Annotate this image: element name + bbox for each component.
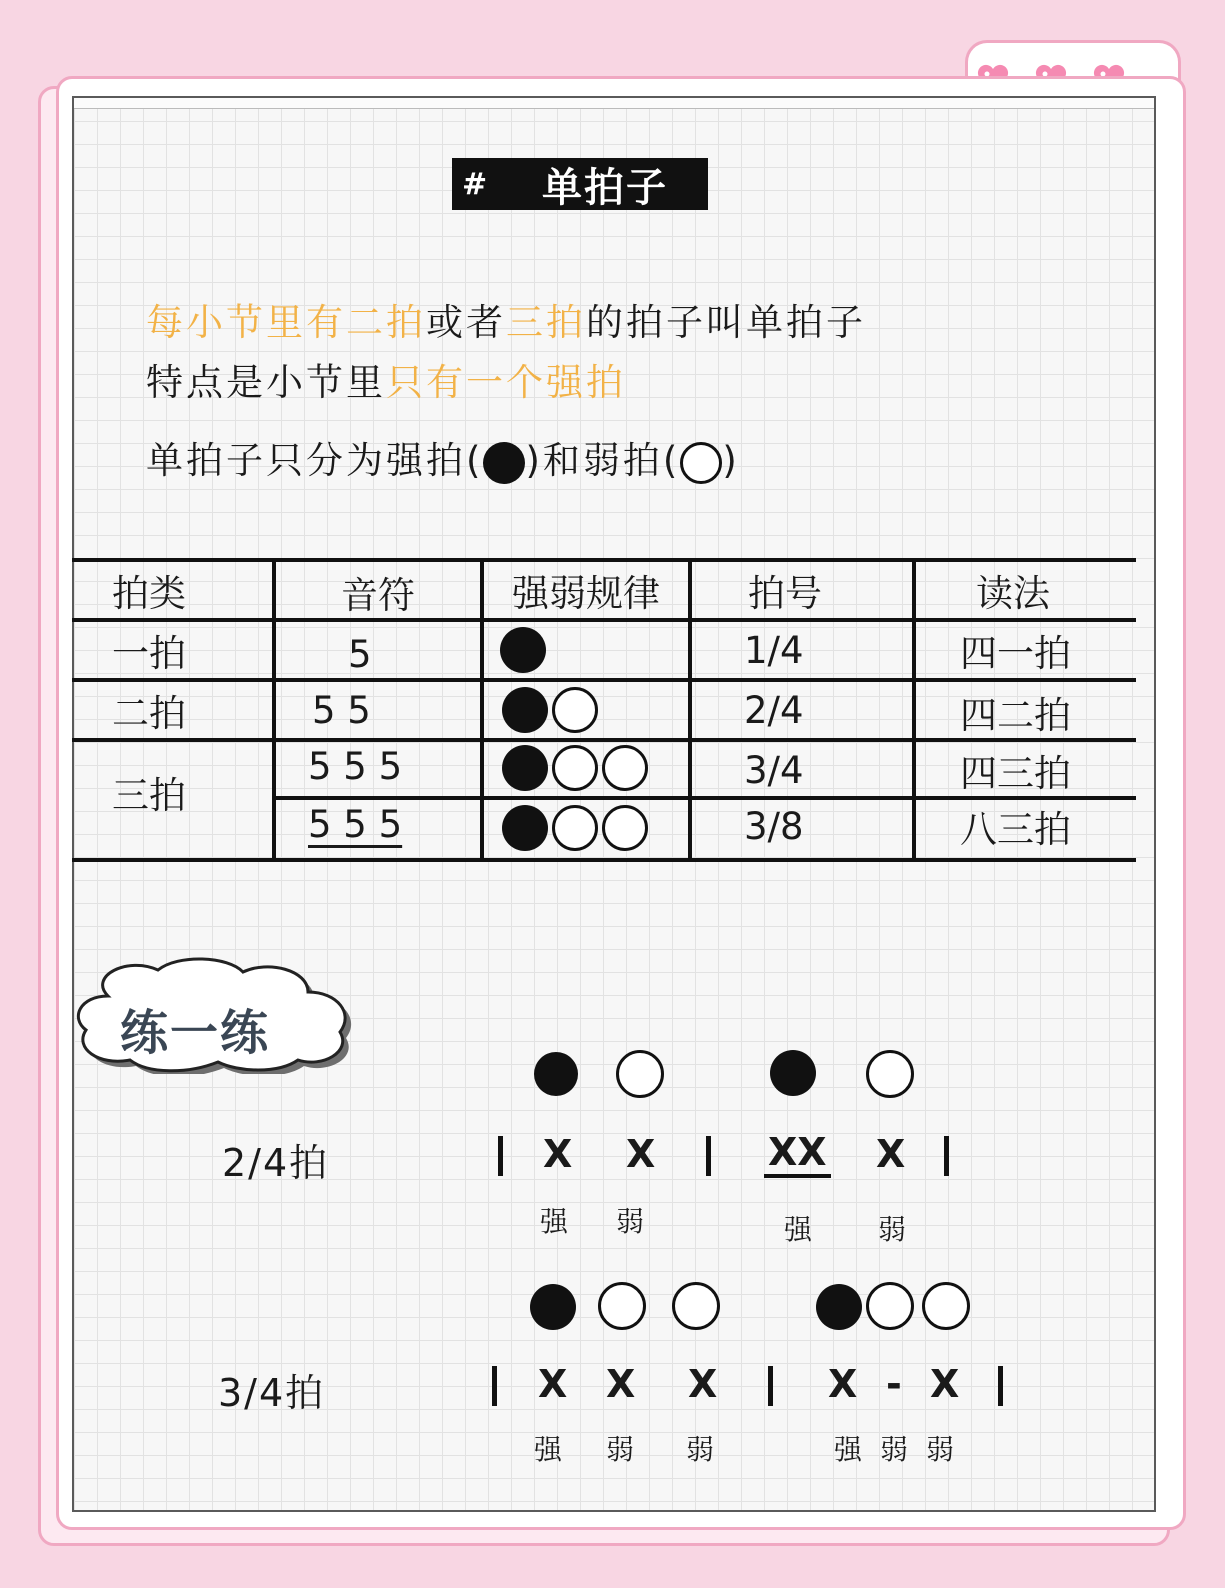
plain-text: ): [722, 439, 740, 482]
weak-beat-icon: [616, 1050, 664, 1098]
ex2-note: X: [606, 1362, 636, 1406]
hash-mark: #: [462, 166, 488, 202]
strength-label: 强: [834, 1433, 863, 1466]
plain-text: 单拍子只分为强拍(: [146, 439, 484, 482]
strong-beat-icon: [502, 745, 548, 791]
strength-label: 弱: [878, 1213, 907, 1246]
weak-beat-icon: [866, 1050, 914, 1098]
weak-beat-icon: [552, 805, 598, 851]
weak-beat-icon: [552, 745, 598, 791]
weak-beat-icon: [922, 1282, 970, 1330]
row-meter: 1/4: [744, 628, 804, 672]
strong-beat-icon: [770, 1050, 816, 1096]
row-meter: 2/4: [744, 688, 804, 732]
weak-beat-icon: [680, 442, 722, 484]
strength-label: 弱: [606, 1433, 635, 1466]
ex2-meter: 3/4拍: [218, 1371, 326, 1415]
barline: [768, 1366, 773, 1406]
table-divider: [688, 558, 692, 862]
strength-label: 强: [540, 1205, 569, 1238]
row-type: 二拍: [112, 692, 186, 735]
intro-line-1: [146, 292, 866, 346]
weak-beat-icon: [866, 1282, 914, 1330]
strong-beat-icon: [502, 687, 548, 733]
ex2-note: X: [538, 1362, 568, 1406]
plain-text: 的拍子叫单拍子: [586, 301, 866, 344]
header-pattern: 强弱规律: [512, 572, 660, 615]
weak-beat-icon: [672, 1282, 720, 1330]
strength-label: 强: [784, 1213, 813, 1246]
ex2-note: X: [930, 1362, 960, 1406]
barline: [944, 1136, 949, 1176]
plain-text: 或者: [426, 301, 506, 344]
ex1-note-eighths: XX: [764, 1130, 831, 1178]
highlight-text: 每小节里有二拍: [146, 301, 426, 344]
ex2-note: X: [828, 1362, 858, 1406]
title-text: 单拍子: [542, 164, 668, 211]
paper-top-edge: [74, 98, 1154, 109]
row-reading: 四一拍: [960, 632, 1071, 675]
row-type: 三拍: [112, 774, 186, 817]
row-meter: 3/8: [744, 804, 804, 848]
strength-label: 弱: [686, 1433, 715, 1466]
strength-label: 强: [534, 1433, 563, 1466]
row-notes: 5 5 5: [308, 802, 403, 846]
intro-line-3: [146, 430, 740, 484]
plain-text: )和弱拍(: [525, 439, 681, 482]
intro-line-2: [146, 352, 626, 406]
ex2-tie-dash: -: [886, 1362, 902, 1406]
row-pattern: [502, 740, 648, 796]
strength-label: 弱: [880, 1433, 909, 1466]
strong-beat-icon: [483, 442, 525, 484]
strength-label: 弱: [926, 1433, 955, 1466]
ex1-note: X: [876, 1132, 906, 1176]
ex2-note: X: [688, 1362, 718, 1406]
row-pattern: [502, 800, 648, 856]
weak-beat-icon: [602, 745, 648, 791]
strong-beat-icon: [530, 1284, 576, 1330]
header-reading: 读法: [976, 572, 1050, 615]
highlight-text: 只有一个强拍: [386, 361, 626, 404]
plain-text: 特点是小节里: [146, 361, 386, 404]
practice-label: 练一练: [120, 1005, 271, 1061]
ex1-meter: 2/4拍: [222, 1141, 330, 1185]
weak-beat-icon: [598, 1282, 646, 1330]
row-notes: 5 5 5: [308, 744, 403, 788]
weak-beat-icon: [552, 687, 598, 733]
header-meter: 拍号: [748, 572, 822, 615]
row-pattern: [502, 682, 598, 738]
strong-beat-icon: [500, 627, 546, 673]
row-reading: 四三拍: [960, 752, 1071, 795]
row-meter: 3/4: [744, 748, 804, 792]
header-type: 拍类: [112, 572, 186, 615]
beat-table: [72, 558, 1136, 862]
barline: [998, 1366, 1003, 1406]
row-reading: 八三拍: [960, 808, 1071, 851]
strength-label: 弱: [616, 1205, 645, 1238]
strong-beat-icon: [534, 1052, 578, 1096]
strong-beat-icon: [816, 1284, 862, 1330]
header-notes: 音符: [341, 574, 415, 617]
highlight-text: 三拍: [506, 301, 586, 344]
barline: [498, 1136, 503, 1176]
page-title: [452, 158, 708, 210]
row-reading: 四二拍: [960, 694, 1071, 737]
table-rule: [72, 858, 1136, 862]
row-notes: 5: [348, 632, 372, 676]
row-pattern: [500, 622, 546, 678]
ex1-note: X: [543, 1132, 573, 1176]
table-divider: [912, 558, 916, 862]
row-notes: 5 5: [312, 688, 371, 732]
weak-beat-icon: [602, 805, 648, 851]
barline: [706, 1136, 711, 1176]
strong-beat-icon: [502, 805, 548, 851]
barline: [492, 1366, 497, 1406]
row-type: 一拍: [112, 632, 186, 675]
ex1-note: X: [626, 1132, 656, 1176]
table-rule: [72, 678, 1136, 682]
